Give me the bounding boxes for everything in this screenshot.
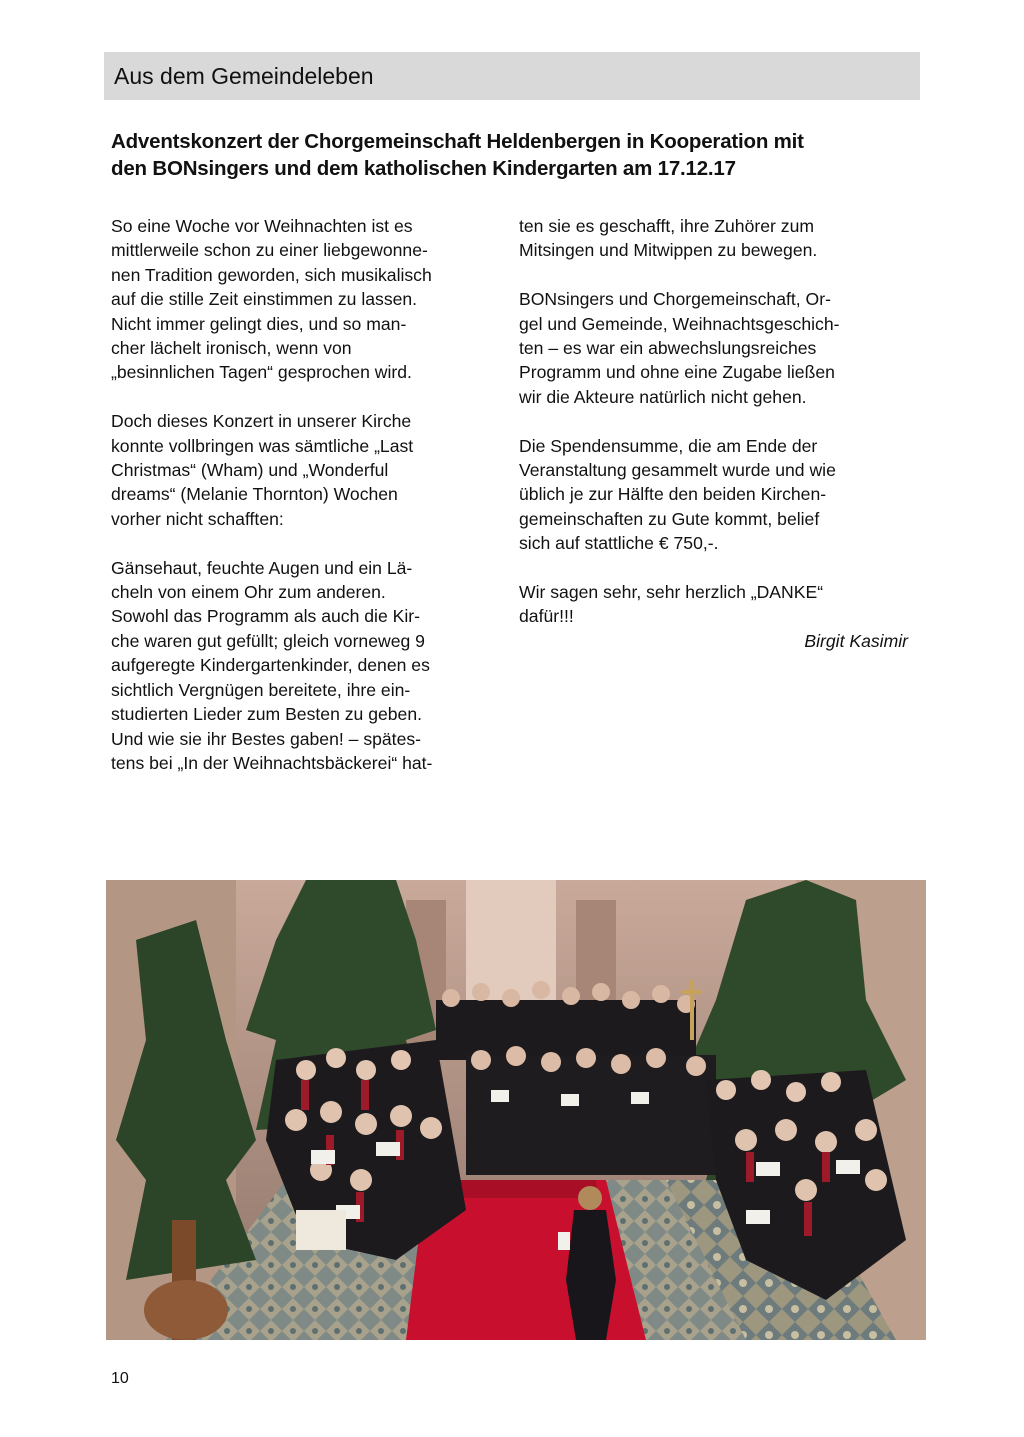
text-line: Sowohl das Programm als auch die Kir- — [111, 606, 420, 627]
article-headline — [111, 128, 911, 182]
left-column — [111, 214, 506, 800]
paragraph — [519, 287, 914, 409]
text-line: üblich je zur Hälfte den beiden Kirchen- — [519, 484, 827, 505]
headline-line: Adventskonzert der Chorgemeinschaft Heldenbergen in Kooperation mit — [111, 130, 804, 153]
text-line: gel und Gemeinde, Weihnachtsgeschich- — [519, 313, 840, 334]
paragraph — [111, 409, 506, 531]
paragraph — [519, 434, 914, 556]
text-line: che waren gut gefüllt; gleich vorneweg 9 — [111, 630, 425, 651]
text-line: So eine Woche vor Weihnachten ist es — [111, 216, 413, 236]
text-line: gemeinschaften zu Gute kommt, belief — [519, 508, 820, 529]
right-column — [519, 214, 914, 653]
text-line: Gänsehaut, feuchte Augen und ein Lä- — [111, 557, 413, 578]
text-line: ten – es war ein abwechslungsreiches — [519, 338, 817, 359]
text-line: Programm und ohne eine Zugabe ließen — [519, 362, 835, 383]
text-line: Und wie sie ihr Bestes gaben! – spätes- — [111, 728, 422, 749]
text-line: cheln von einem Ohr zum anderen. — [111, 582, 386, 603]
text-line: Wir sagen sehr, sehr herzlich „DANKE“ — [519, 582, 824, 603]
paragraph — [111, 214, 506, 385]
section-title: Aus dem Gemeindeleben — [114, 62, 374, 89]
choir-women-left — [266, 1040, 466, 1260]
text-line: „besinnlichen Tagen“ gesprochen wird. — [111, 362, 412, 383]
text-line: aufgeregte Kindergartenkinder, denen es — [111, 655, 430, 676]
text-line: sich auf stattliche € 750,-. — [519, 533, 719, 554]
headline-line: den BONsingers und dem katholischen Kindergarten am 17.12.17 — [111, 157, 736, 180]
choir-men — [436, 981, 716, 1175]
text-line: Doch dieses Konzert in unserer Kirche — [111, 411, 412, 432]
text-line: auf die stille Zeit einstimmen zu lassen. — [111, 289, 418, 310]
page-number: 10 — [111, 1370, 129, 1387]
text-line: vorher nicht schafften: — [111, 508, 284, 529]
text-line: studierten Lieder zum Besten zu geben. — [111, 704, 423, 725]
text-line: dreams“ (Melanie Thornton) Wochen — [111, 484, 398, 505]
choir-concert-photo — [106, 880, 926, 1340]
text-line: dafür!!! — [519, 606, 574, 627]
text-line: mittlerweile schon zu einer liebgewonne- — [111, 240, 428, 261]
paragraph — [519, 580, 914, 653]
section-header — [104, 52, 920, 100]
author-signature: Birgit Kasimir — [804, 630, 908, 651]
text-line: Veranstaltung gesammelt wurde und wie — [519, 460, 836, 481]
text-line: wir die Akteure natürlich nicht gehen. — [519, 386, 807, 407]
paragraph — [111, 556, 506, 776]
text-line: Christmas“ (Wham) und „Wonderful — [111, 460, 389, 481]
text-line: tens bei „In der Weihnachtsbäckerei“ hat- — [111, 752, 433, 773]
paragraph — [519, 214, 914, 263]
text-line: nen Tradition geworden, sich musikalisch — [111, 264, 432, 285]
text-line: konnte vollbringen was sämtliche „Last — [111, 435, 414, 456]
plant-pot — [144, 1280, 228, 1340]
text-line: BONsingers und Chorgemeinschaft, Or- — [519, 289, 831, 310]
text-line: sichtlich Vergnügen bereitete, ihre ein- — [111, 679, 411, 700]
text-line: ten sie es geschafft, ihre Zuhörer zum — [519, 216, 815, 236]
text-line: Mitsingen und Mitwippen zu bewegen. — [519, 240, 818, 261]
text-line: Die Spendensumme, die am Ende der — [519, 435, 818, 456]
text-line: cher lächelt ironisch, wenn von — [111, 338, 352, 359]
text-line: Nicht immer gelingt dies, und so man- — [111, 313, 407, 334]
